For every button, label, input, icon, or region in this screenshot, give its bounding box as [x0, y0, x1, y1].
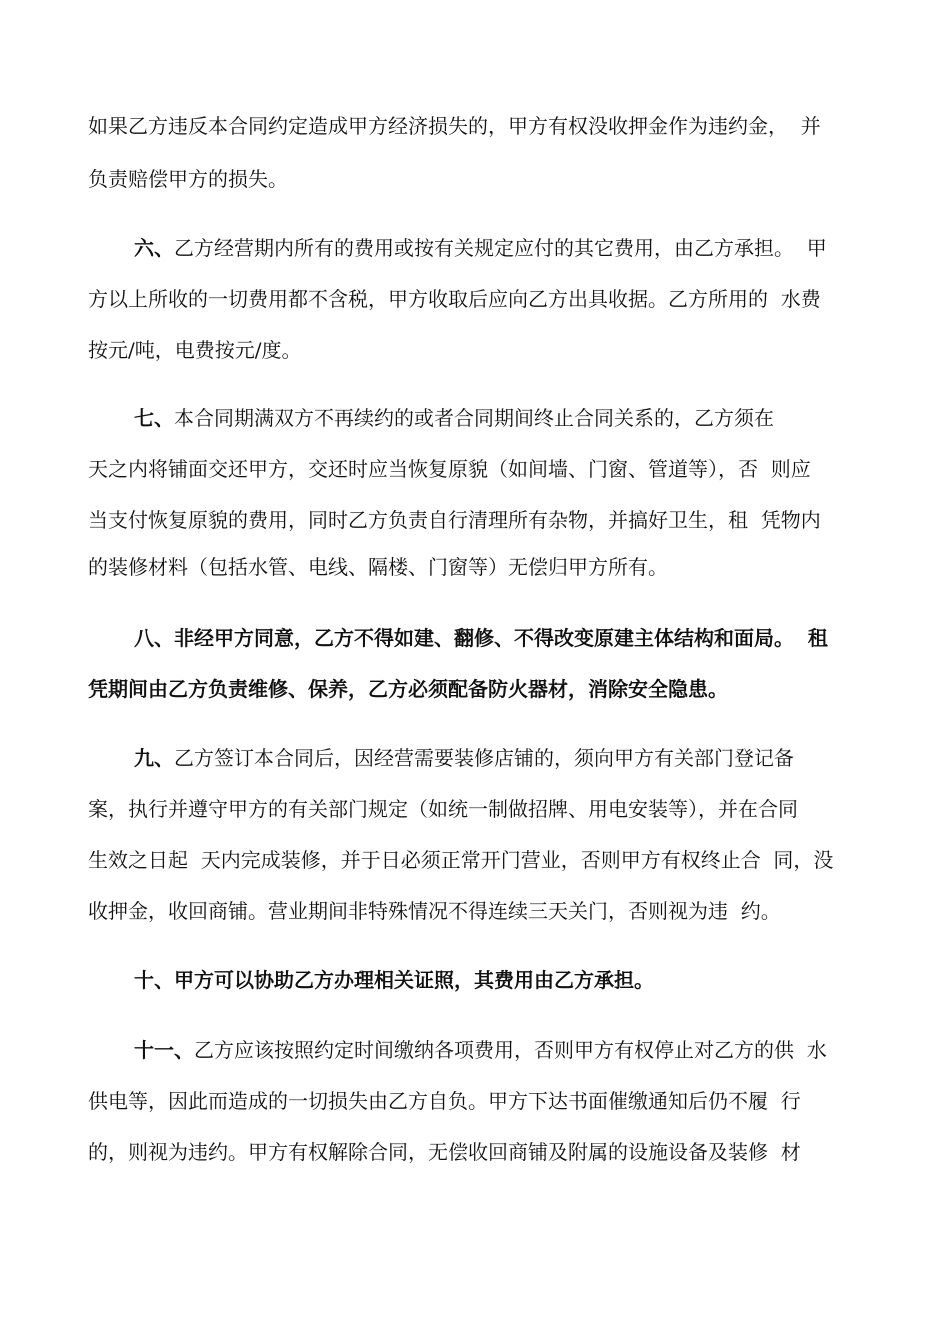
- para5-line-2: 负责赔偿甲方的损失。: [88, 167, 288, 191]
- para6-number: 六、: [134, 236, 174, 260]
- para7-line-1: [134, 406, 878, 430]
- para6-line-2: 方以上所收的一切费用都不含税，甲方收取后应向乙方出具收据。乙方所用的 水费: [88, 287, 821, 311]
- para11-number: 十一、: [134, 1038, 194, 1062]
- para10-line-1: 十、甲方可以协助乙方办理相关证照，其费用由乙方承担。: [134, 968, 654, 992]
- para7-line-2: 天之内将铺面交还甲方，交还时应当恢复原貌（如间墙、门窗、管道等），否 则应: [88, 457, 811, 481]
- para9-line-2: 案，执行并遵守甲方的有关部门规定（如统一制做招牌、用电安装等），并在合同: [88, 797, 798, 821]
- para7-line-3: 当支付恢复原貌的费用，同时乙方负责自行清理所有杂物，并搞好卫生，租 凭物内: [88, 508, 821, 532]
- para9-number: 九、: [134, 746, 174, 770]
- para11-line-1: [134, 1038, 878, 1062]
- para5-line-1: 如果乙方违反本合同约定造成甲方经济损失的，甲方有权没收押金作为违约金， 并: [88, 114, 821, 138]
- para7-line-1-text: 本合同期满双方不再续约的或者合同期间终止合同关系的，乙方须在: [174, 406, 774, 430]
- para9-line-4: 收押金，收回商铺。营业期间非特殊情况不得连续三天关门，否则视为违 约。: [88, 899, 781, 923]
- para6-line-1: [134, 236, 878, 260]
- para11-line-1-text: 乙方应该按照约定时间缴纳各项费用，否则甲方有权停止对乙方的供 水: [194, 1038, 827, 1062]
- para8-line-1: 八、非经甲方同意，乙方不得如建、翻修、不得改变原建主体结构和面局。 租: [134, 626, 828, 650]
- para6-line-3: 按元/吨，电费按元/度。: [88, 338, 302, 362]
- para9-line-1-text: 乙方签订本合同后，因经营需要装修店铺的，须向甲方有关部门登记备: [174, 746, 794, 770]
- para7-number: 七、: [134, 406, 174, 430]
- para6-line-1-text: 乙方经营期内所有的费用或按有关规定应付的其它费用，由乙方承担。 甲: [174, 236, 827, 260]
- para9-line-3: 生效之日起 天内完成装修，并于日必须正常开门营业，否则甲方有权终止合 同，没: [88, 848, 834, 872]
- para11-line-2: 供电等，因此而造成的一切损失由乙方自负。甲方下达书面催缴通知后仍不履 行: [88, 1089, 801, 1113]
- para9-line-1: [134, 746, 878, 770]
- para11-line-3: 的，则视为违约。甲方有权解除合同，无偿收回商铺及附属的设施设备及装修 材: [88, 1140, 801, 1164]
- para7-line-4: 的装修材料（包括水管、电线、隔楼、门窗等）无偿归甲方所有。: [88, 555, 668, 579]
- para8-line-2: 凭期间由乙方负责维修、保养，乙方必须配备防火器材，消除安全隐患。: [88, 677, 728, 701]
